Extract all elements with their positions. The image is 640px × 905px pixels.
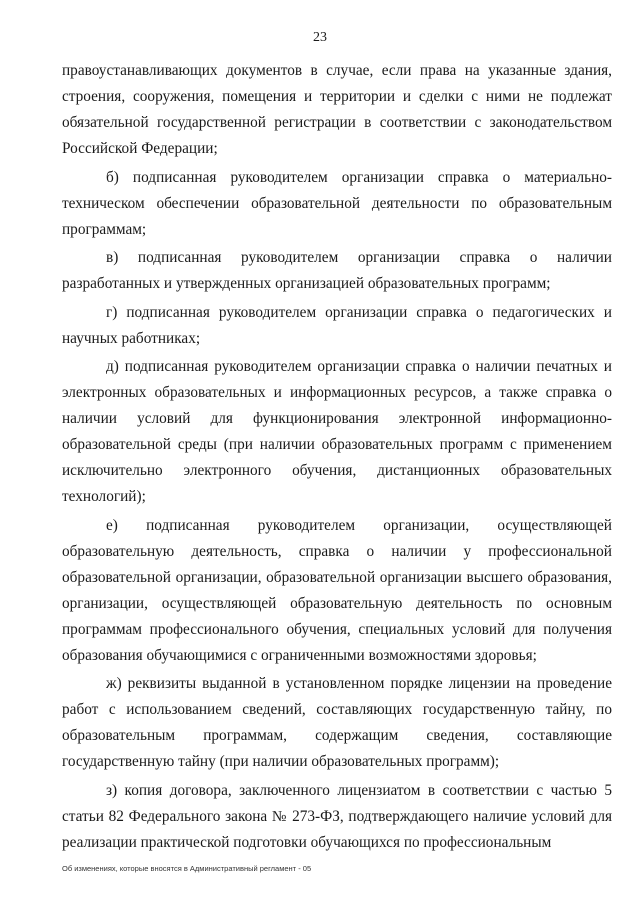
- paragraph-zh: ж) реквизиты выданной в установленном порядке лицензии на проведение работ с использованием сведений, составляющих государственную тайну, по образовательным программам, содержащим сведения, составляющие государственную тайну (при наличии образовательных программ);: [62, 675, 612, 770]
- document-body: [62, 58, 612, 856]
- paragraph-d: д) подписанная руководителем организации справка о наличии печатных и электронных образовательных и информационных ресурсов, а также справка о наличии условий для функционирования электронной информационно-образовательной среды (при наличии образовательных программ с применением исключительно электронного обучения, дистанционных образовательных технологий);: [62, 358, 612, 505]
- paragraph-continuation: правоустанавливающих документов в случае, если права на указанные здания, строения, сооружения, помещения и территории и сделки с ними не подлежат обязательной государственной регистрации в соответствии с законодательством Российской Федерации;: [62, 62, 612, 157]
- page-footer: Об изменениях, которые вносятся в Административный регламент - 05: [62, 864, 312, 873]
- paragraph-v: в) подписанная руководителем организации справка о наличии разработанных и утвержденных организацией образовательных программ;: [62, 249, 612, 292]
- page-number: 23: [313, 30, 327, 45]
- paragraph-e: е) подписанная руководителем организации, осуществляющей образовательную деятельность, справка о наличии у профессиональной образовательной организации, образовательной организации высшего образования, организации, осуществляющей образовательную деятельность по основным программам профессионального обучения, специальных условий для получения образования обучающимися с ограниченными возможностями здоровья;: [62, 516, 612, 664]
- paragraph-z: з) копия договора, заключенного лицензиатом в соответствии с частью 5 статьи 82 Федерального закона № 273-ФЗ, подтверждающего наличие условий для реализации практической подготовки обучающихся по профессиональным: [62, 781, 612, 851]
- paragraph-b: б) подписанная руководителем организации справка о материально-техническом обеспечении образовательной деятельности по образовательным программам;: [62, 168, 612, 238]
- paragraph-g: г) подписанная руководителем организации справка о педагогических и научных работниках;: [62, 303, 612, 347]
